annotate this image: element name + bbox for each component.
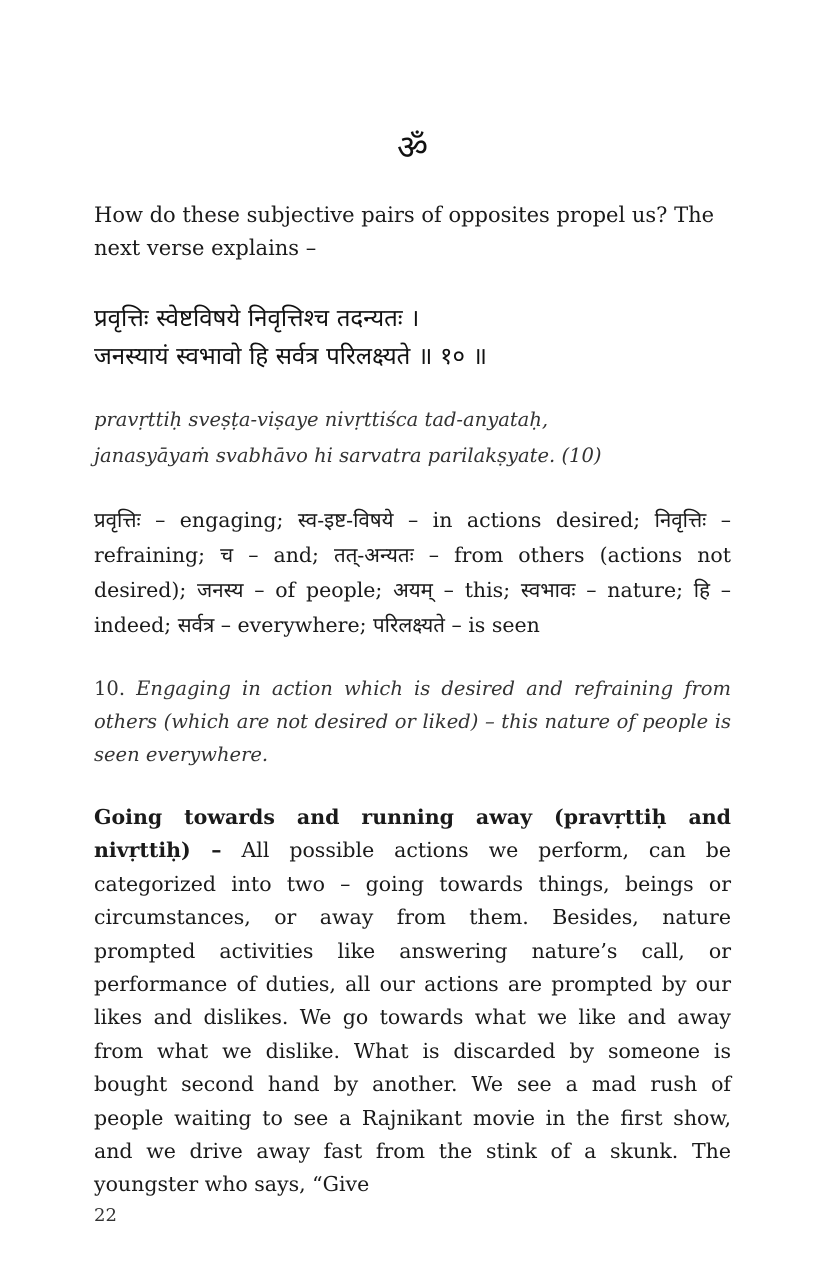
commentary-heading: Going towards and running away (pravṛttiḥ and nivṛttiḥ) – (94, 805, 731, 863)
translation-text: Engaging in action which is desired and refraining from others (which are not desired or liked) – this nature of people is seen everywhere. (94, 677, 731, 766)
page-number: 22 (94, 1205, 117, 1226)
verse-line-2: जनस्यायं स्वभावो हि सर्वत्र परिलक्ष्यते ॥ १० ॥ (94, 342, 487, 370)
intro-paragraph: How do these subjective pairs of opposites propel us? The next verse explains – (94, 203, 715, 260)
verse-line-1: प्रवृत्तिः स्वेष्टविषये निवृत्तिश्च तदन्यतः । (94, 304, 420, 332)
sanskrit-verse (94, 299, 731, 375)
commentary-text: All possible actions we perform, can be categorized into two – going towards things, beings or circumstances, or away from them. Besides, nature prompted activities like answering nature’s call, or performance of duties, all our actions are prompted by our likes and dislikes. We go towards what we like and away from what we dislike. What is discarded by someone is bought second hand by another. We see a mad rush of people waiting to see a Rajnikant movie in the first show, and we drive away fast from the stink of a skunk. The youngster who says, “Give (94, 838, 731, 1197)
transliteration-line-1: pravṛttiḥ sveṣṭa-viṣaye nivṛttiśca tad-anyataḥ, (94, 408, 549, 431)
verse-translation (94, 672, 731, 771)
transliteration-line-2: janasyāyaṁ svabhāvo hi sarvatra parilakṣyate. (10) (94, 444, 602, 467)
book-page (94, 0, 731, 1275)
commentary-paragraph (94, 801, 731, 1202)
verse-transliteration (94, 402, 731, 474)
om-symbol: ॐ (396, 128, 428, 168)
word-meanings: प्रवृत्तिः – engaging; स्व-इष्ट-विषये – in actions desired; निवृत्तिः – refraining; च – and; तत्-अन्यतः – from others (actions not desired); जनस्य – of people; अयम् – this; स्वभावः – nature; हि – indeed; सर्वत्र – everywhere; परिलक्ष्यते – is seen (94, 508, 731, 637)
verse-number: 10. (94, 677, 126, 700)
